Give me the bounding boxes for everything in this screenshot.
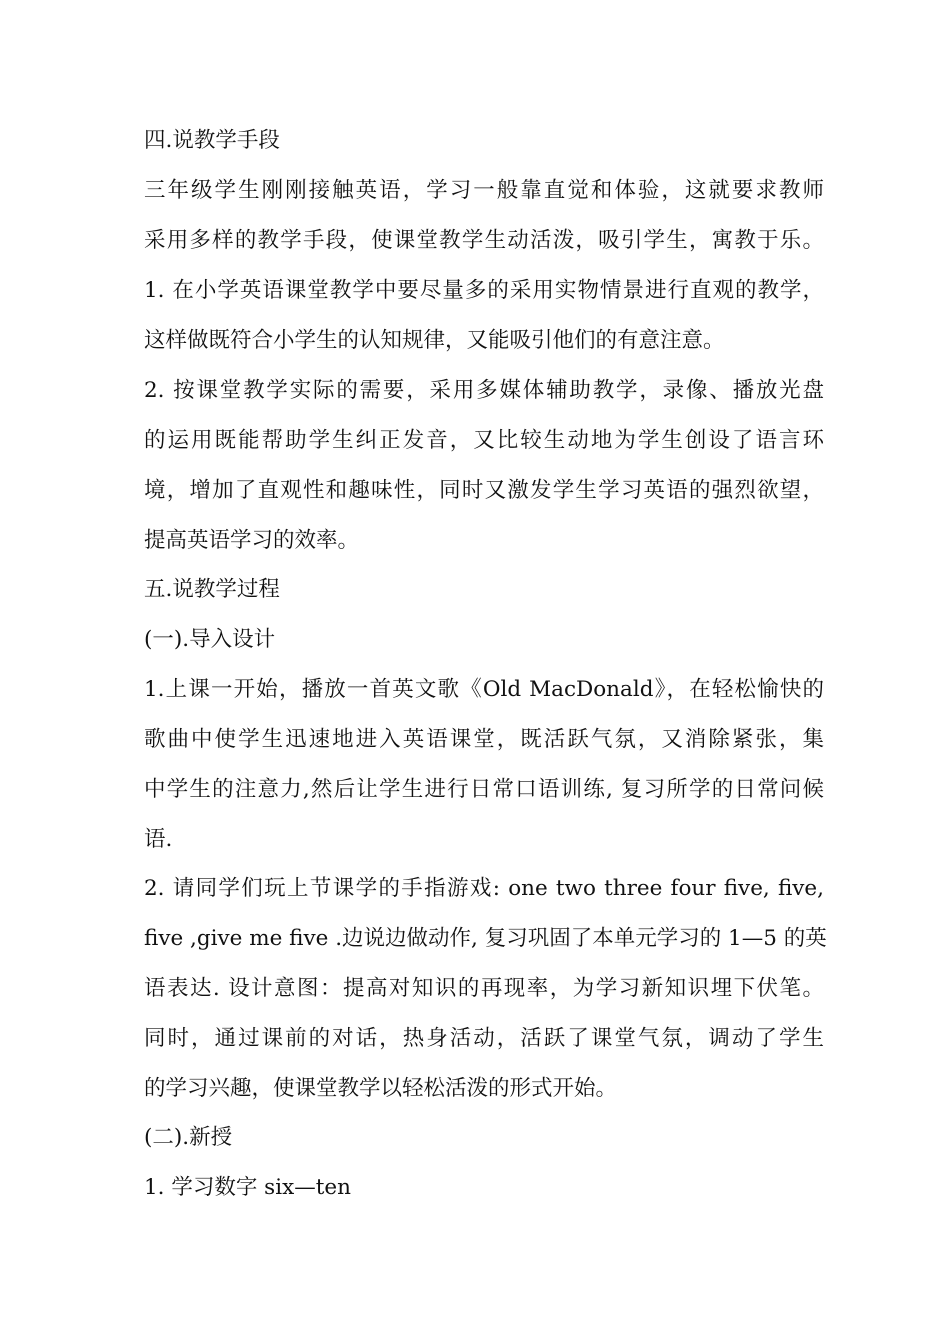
text-line: 同时，通过课前的对话，热身活动，活跃了课堂气氛，调动了学生 [144,1026,824,1051]
text-line: 1. 在小学英语课堂教学中要尽量多的采用实物情景进行直观的教学， [144,278,824,303]
text-line: 境，增加了直观性和趣味性，同时又激发学生学习英语的强烈欲望， [144,478,824,503]
text-line: 歌曲中使学生迅速地进入英语课堂，既活跃气氛，又消除紧张，集 [144,727,824,752]
text-line: 2. 请同学们玩上节课学的手指游戏: one two three four five, five, [144,876,824,901]
text-line: 的运用既能帮助学生纠正发音，又比较生动地为学生创设了语言环 [144,428,824,453]
text-line: 这样做既符合小学生的认知规律，又能吸引他们的有意注意。 [144,328,725,353]
text-line: 的学习兴趣，使课堂教学以轻松活泼的形式开始。 [144,1076,618,1101]
text-line: 提高英语学习的效率。 [144,528,360,553]
text-line: 三年级学生刚刚接触英语，学习一般靠直觉和体验，这就要求教师 [144,178,824,203]
text-line: 语表达. 设计意图：提高对知识的再现率，为学习新知识埋下伏笔。 [144,976,824,1001]
text-line: 1. 学习数字 six—ten [144,1175,351,1200]
text-line: 采用多样的教学手段，使课堂教学生动活泼，吸引学生，寓教于乐。 [144,228,824,253]
text-line: five ,give me five .边说边做动作, 复习巩固了本单元学习的 1—5 的英 [144,926,827,951]
subheading-new-lesson: (二).新授 [144,1125,233,1150]
text-line: 2. 按课堂教学实际的需要，采用多媒体辅助教学，录像、播放光盘 [144,378,824,403]
text-line: 中学生的注意力,然后让学生进行日常口语训练, 复习所学的日常问候 [144,777,824,802]
text-line: 语. [144,827,173,852]
heading-teaching-means: 四.说教学手段 [144,128,280,153]
subheading-intro-design: (一).导入设计 [144,627,276,652]
text-line: 1.上课一开始，播放一首英文歌《Old MacDonald》，在轻松愉快的 [144,677,824,702]
heading-teaching-process: 五.说教学过程 [144,577,280,602]
